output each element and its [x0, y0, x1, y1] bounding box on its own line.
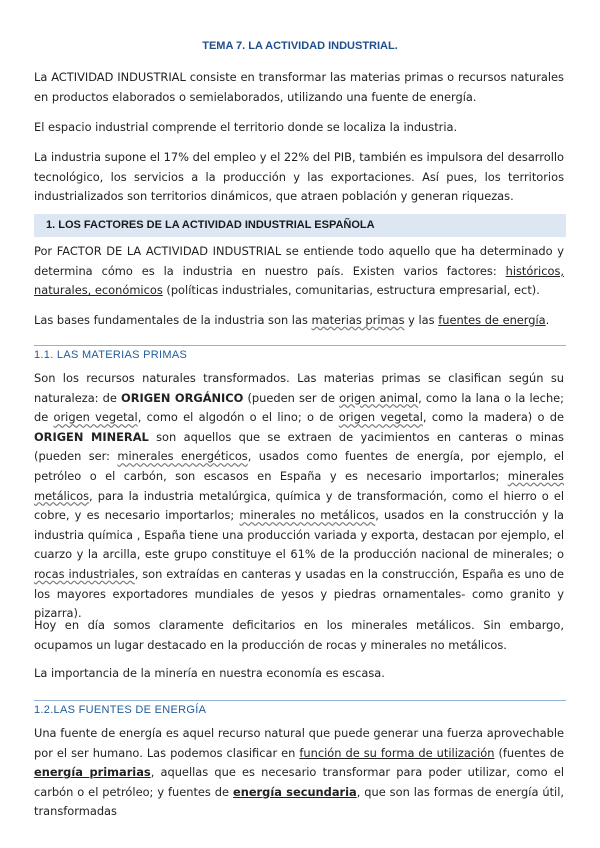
- text-run: Una fuente de energía es aquel recurso natural que puede generar una fuerza aprovechable por el ser humano. Las podemos clasificar en: [34, 726, 564, 760]
- text-run: (políticas industriales, comunitarias, estructura empresarial, ect).: [162, 283, 540, 298]
- section-1-2-heading: 1.2.LAS FUENTES DE ENERGÍA: [34, 700, 566, 716]
- text-run: , como la madera) o de: [422, 410, 565, 425]
- text-run: son aquellos que se extraen de yacimientos en canteras o minas (pueden ser:: [34, 429, 564, 464]
- intro-paragraph-2: El espacio industrial comprende el territorio donde se localiza la industria.: [34, 120, 458, 134]
- materias-primas-term: materias primas: [311, 313, 405, 327]
- text-run: (fuentes de: [494, 745, 564, 760]
- factors-list-underlined: históricos, naturales, económicos: [34, 263, 564, 298]
- text-run: (pueden ser de: [243, 390, 340, 405]
- section-1-1-paragraph-1: [34, 369, 564, 624]
- section-1-heading: 1. LOS FACTORES DE LA ACTIVIDAD INDUSTRIAL ESPAÑOLA: [34, 214, 566, 237]
- text-run: , aquellas que es necesario transformar para poder utilizar, como el carbón o el petróleo; y fuentes de: [34, 765, 564, 799]
- document-title: TEMA 7. LA ACTIVIDAD INDUSTRIAL.: [202, 40, 398, 52]
- text-run: , que son las formas de energía útil, transformadas: [34, 784, 564, 819]
- origen-vegetal-term-2: origen vegetal: [338, 410, 423, 425]
- text-run: , son extraídas en canteras y usadas en la construcción, España es uno de los mayores exportadores mundiales de yesos y piedras ornamentales- como granito y pizarra).: [34, 566, 564, 621]
- origen-mineral-term: ORIGEN MINERAL: [34, 429, 149, 444]
- section-1-paragraph-2: [34, 311, 564, 331]
- origen-vegetal-term: origen vegetal: [53, 410, 138, 425]
- section-1-2-paragraph-1: [34, 724, 564, 822]
- minerales-metalicos-term: minerales metálicos: [34, 468, 564, 503]
- text-run: .: [545, 313, 550, 327]
- intro-paragraph-3: La industria supone el 17% del empleo y el 22% del PIB, también es impulsora del desarrollo tecnológico, los servicios a la producción y las exportaciones. Así pues, los territorios industrializados son territorios dinámicos, que atraen población y generan riquezas.: [34, 150, 564, 204]
- text-run: Por FACTOR DE LA ACTIVIDAD INDUSTRIAL se entiende todo aquello que ha determinado y determina cómo es la industria en nuestro país. Existen varios factores:: [34, 244, 564, 278]
- text-run: , usados en la construcción y la industria química , España tiene una producción variada y exporta, destacan por ejemplo, el cuarzo y la arcilla, este grupo constituye el 61% de la producción nacional de minerales; o: [34, 508, 564, 562]
- origen-animal-term: origen animal: [339, 390, 419, 405]
- section-1-1-paragraph-3: La importancia de la minería en nuestra economía es escasa.: [34, 666, 385, 680]
- forma-utilizacion-term: función de su forma de utilización: [299, 745, 495, 760]
- minerales-energeticos-term: minerales energéticos: [117, 449, 248, 464]
- fuentes-energia-term: fuentes de energía: [438, 313, 546, 327]
- minerales-no-metalicos-term: minerales no metálicos: [239, 508, 376, 523]
- text-run: y las: [404, 313, 439, 327]
- text-run: , usados como fuentes de energía, por ejemplo, el petróleo o el carbón, son escasos en España y es necesario importarlos;: [34, 449, 564, 483]
- text-run: Son los recursos naturales transformados. Las materias primas se clasifican según su naturaleza: de: [34, 371, 564, 405]
- section-1-1-heading: 1.1. LAS MATERIAS PRIMAS: [34, 345, 566, 361]
- text-run: , como la lana o la leche; de: [34, 390, 565, 425]
- energia-primarias-term: energía primarias: [34, 765, 151, 780]
- text-run: , para la industria metalúrgica, química y de transformación, como el hierro o el cobre, y es necesario importarlos;: [34, 488, 564, 523]
- intro-paragraph-1: La ACTIVIDAD INDUSTRIAL consiste en transformar las materias primas o recursos naturales en productos elaborados o semielaborados, utilizando una fuente de energía.: [34, 70, 564, 104]
- origen-organico-term: ORIGEN ORGÁNICO: [121, 390, 244, 405]
- section-1-paragraph-1: [34, 242, 564, 301]
- energia-secundaria-term: energía secundaria: [232, 784, 357, 799]
- rocas-industriales-term: rocas industriales: [34, 566, 135, 581]
- section-1-1-paragraph-2: Hoy en día somos claramente deficitarios en los minerales metálicos. Sin embargo, ocupamos un lugar destacado en la producción de rocas y minerales no metálicos.: [34, 618, 564, 652]
- text-run: Las bases fundamentales de la industria son las: [34, 313, 312, 327]
- text-run: , como el algodón o el lino; o de: [137, 410, 339, 425]
